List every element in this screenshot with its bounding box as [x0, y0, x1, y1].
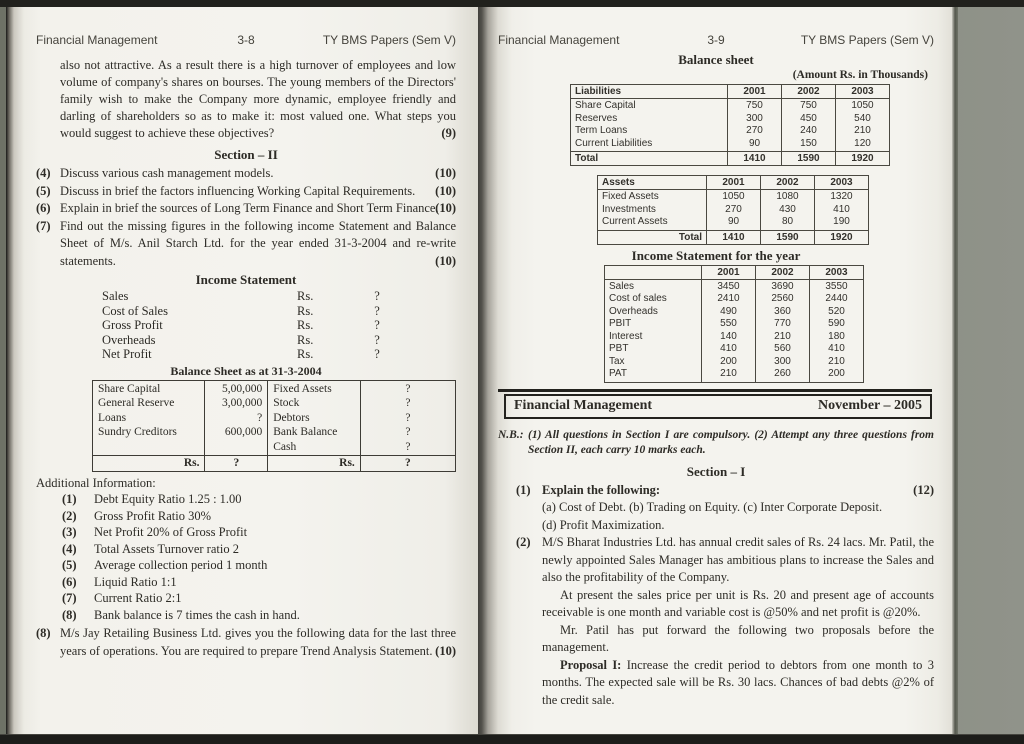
table-body-row: [93, 380, 456, 456]
cell-label: PBIT: [609, 318, 632, 329]
assets-table: [597, 175, 869, 245]
year-2001-column: [707, 190, 761, 231]
column-header: 2003: [836, 85, 890, 99]
list-item: [36, 607, 456, 624]
year-2003-column: [815, 190, 869, 231]
amount-note: (Amount Rs. in Thousands): [792, 69, 928, 81]
label-column: [571, 99, 728, 152]
column-header: 2001: [702, 265, 756, 279]
cell-label: PAT: [609, 368, 627, 379]
exam-banner: [504, 394, 932, 419]
header-book-title: Financial Management: [498, 33, 620, 47]
cell-value: 750: [746, 100, 763, 111]
cell-value: 1920: [815, 230, 869, 244]
row-label: Cost of Sales: [102, 303, 168, 318]
item-number: (8): [62, 607, 77, 622]
list-item: [36, 557, 456, 574]
cell-label: Current Liabilities: [575, 137, 653, 149]
cell-value: 210: [828, 355, 845, 367]
item-number: (5): [62, 558, 77, 572]
intro-paragraph: [60, 57, 456, 142]
label-column: [605, 279, 702, 382]
row-value: ?: [374, 303, 380, 318]
income-statement-title: Income Statement: [195, 272, 297, 287]
cell-value: 750: [800, 100, 817, 111]
proposal-paragraph: [542, 657, 934, 710]
liabilities-column: [93, 380, 205, 456]
income-statement-table: [604, 265, 864, 383]
table-body-row: [598, 190, 869, 231]
question-text: Discuss in brief the factors influencing Working Capital Requirements.: [60, 183, 416, 198]
nb-note: [498, 428, 934, 458]
column-header: 2003: [815, 176, 869, 190]
horizontal-divider: [498, 389, 932, 392]
question-4: [36, 165, 456, 183]
table-body-row: [571, 99, 890, 152]
cell-value: ?: [405, 440, 411, 453]
question-number: (6): [36, 201, 51, 215]
cell-value: 2440: [825, 293, 848, 304]
cell-value: 1590: [761, 230, 815, 244]
header-series-title: TY BMS Papers (Sem V): [322, 33, 456, 47]
table-total-row: [598, 230, 869, 244]
cell-value: 1410: [728, 152, 782, 166]
currency-label: Rs.: [297, 332, 314, 347]
currency-label: Rs.: [297, 303, 314, 318]
currency-label: Rs.: [297, 289, 314, 303]
list-item: [36, 541, 456, 558]
cell-value: 5,00,000: [221, 382, 263, 395]
cell-value: 410: [833, 203, 850, 215]
column-header: 2001: [728, 85, 782, 99]
cell-value: 1590: [782, 152, 836, 166]
cell-label: PBT: [609, 343, 629, 354]
page-left-content: [6, 7, 478, 735]
question-number: (8): [36, 626, 51, 640]
cell-value: ?: [205, 456, 268, 472]
cell-label: Current Assets: [602, 216, 668, 227]
question-2: [516, 534, 934, 709]
row-label: Overheads: [102, 332, 156, 347]
intro-text: also not attractive. As a result there is a high turnover of employees and low volume of company's shares on bourses. The young members of the Directors' family wish to make the Company more dynamic, employee friendly and darling of shareholders so as to make it: most valued one. What steps you would suggest to achieve these objectives?: [60, 58, 456, 140]
cell-label: Cash: [273, 440, 297, 453]
assets-column: [268, 380, 361, 456]
item-text: Gross Profit Ratio 30%: [94, 508, 212, 523]
cell-value: 1050: [851, 100, 874, 111]
cell-value: 1080: [776, 191, 799, 202]
cell-value: 560: [774, 343, 791, 354]
exam-subject: Financial Management: [514, 397, 653, 413]
question-paragraph: At present the sales price per unit is Rs. 20 and present age of accounts receivable is one month and variable cost is @50% and net profit is @20%.: [542, 587, 934, 619]
cell-value: ?: [405, 397, 411, 409]
balance-sheet-table: [92, 380, 456, 473]
question-6: [36, 200, 456, 218]
table-body-row: [605, 279, 864, 382]
year-2002-column: [782, 99, 836, 152]
cell-label: Overheads: [609, 305, 658, 317]
cell-label: Rs.: [268, 456, 361, 472]
row-label: Sales: [102, 289, 129, 303]
cell-value: 260: [774, 368, 791, 379]
row-value: ?: [374, 332, 380, 347]
cell-value: 360: [774, 305, 791, 317]
list-item: [36, 524, 456, 541]
cell-value: 1050: [722, 191, 745, 202]
table-header-row: [571, 85, 890, 99]
item-text: Net Profit 20% of Gross Profit: [94, 525, 248, 539]
cell-value: 210: [854, 125, 871, 136]
cell-value: 450: [800, 112, 817, 124]
column-header: 2002: [782, 85, 836, 99]
table-footer-row: [93, 456, 456, 472]
section-title: Section – I: [686, 463, 746, 479]
book-page-edges: [952, 7, 958, 735]
cell-value: ?: [405, 411, 411, 424]
cell-label: Term Loans: [575, 125, 628, 136]
additional-info-title: Additional Information:: [36, 476, 156, 490]
cell-value: 140: [720, 330, 737, 342]
item-number: (4): [62, 541, 77, 556]
row-value: ?: [374, 289, 380, 303]
marks-label: (10): [435, 643, 456, 658]
scanner-bottom-strip: [0, 734, 1024, 744]
marks-label: (10): [435, 253, 456, 268]
item-number: (3): [62, 525, 77, 539]
proposal-label: Proposal I:: [560, 657, 622, 672]
question-subline: (d) Profit Maximization.: [542, 517, 665, 532]
list-item: [36, 590, 456, 607]
cell-label: Tax: [609, 355, 625, 367]
item-number: (6): [62, 574, 77, 589]
item-text: Current Ratio 2:1: [94, 591, 182, 605]
cell-label: Bank Balance: [273, 426, 338, 438]
cell-value: 540: [854, 112, 871, 124]
income-statement-row: [102, 304, 456, 319]
item-text: Debt Equity Ratio 1.25 : 1.00: [94, 492, 242, 506]
cell-value: 520: [828, 305, 845, 317]
cell-label: Loans: [98, 411, 127, 424]
cell-value: 3450: [717, 280, 740, 292]
cell-value: 90: [727, 216, 740, 227]
income-statement-year-title: Income Statement for the year: [631, 247, 801, 263]
cell-value: 200: [828, 368, 845, 379]
income-statement-row: [102, 318, 456, 333]
liabilities-table: [570, 84, 890, 166]
question-5: [36, 183, 456, 201]
cell-value: ?: [405, 382, 411, 395]
cell-label: Cost of sales: [609, 293, 667, 304]
balance-sheet-heading: Balance sheet: [678, 52, 754, 67]
year-2001-column: [728, 99, 782, 152]
column-header: Liabilities: [571, 85, 728, 99]
question-number: (7): [36, 218, 51, 233]
cell-value: 590: [828, 318, 845, 329]
list-item: [36, 491, 456, 508]
cell-value: 3,00,000: [221, 397, 263, 409]
question-number: (4): [36, 166, 51, 180]
cell-value: 490: [720, 305, 737, 317]
page-right-content: [478, 7, 952, 735]
income-statement-row: [102, 333, 456, 348]
column-header: 2002: [756, 265, 810, 279]
cell-value: ?: [405, 426, 411, 438]
question-number: (1): [516, 482, 531, 497]
table-header-row: [598, 176, 869, 190]
question-text: Explain in brief the sources of Long Term Finance and Short Term Finance.: [60, 201, 439, 215]
marks-label: (9): [441, 126, 456, 140]
cell-label: Fixed Assets: [602, 191, 659, 202]
assets-amounts-column: [360, 380, 455, 456]
question-7: [36, 218, 456, 271]
page-left: [6, 7, 478, 735]
marks-label: (10): [435, 166, 456, 180]
cell-value: [210, 440, 262, 455]
cell-value: 270: [725, 203, 742, 215]
cell-label: Fixed Assets: [273, 382, 332, 395]
question-1: [516, 482, 934, 535]
table-header-row: [605, 265, 864, 279]
cell-value: 1920: [836, 152, 890, 166]
item-text: Average collection period 1 month: [94, 558, 268, 572]
page-right: [478, 7, 952, 735]
cell-value: 90: [748, 137, 761, 149]
item-text: Bank balance is 7 times the cash in hand.: [94, 607, 300, 622]
row-label: Gross Profit: [102, 318, 163, 332]
question-text: Explain the following:: [542, 482, 661, 497]
cell-value: 600,000: [224, 426, 263, 438]
nb-label: N.B.:: [498, 428, 524, 441]
question-subline: (a) Cost of Debt. (b) Trading on Equity. (c) Inter Corporate Deposit.: [542, 500, 883, 514]
year-2001-column: [702, 279, 756, 382]
column-header: 2003: [810, 265, 864, 279]
cell-value: 210: [720, 368, 737, 379]
cell-label: Total: [571, 152, 728, 166]
marks-label: (12): [913, 482, 934, 497]
cell-label: Share Capital: [98, 382, 161, 395]
marks-label: (10): [435, 183, 456, 198]
cell-label: Total: [598, 230, 707, 244]
header-series-title: TY BMS Papers (Sem V): [800, 33, 934, 47]
cell-label: Rs.: [93, 456, 205, 472]
cell-label: Share Capital: [575, 100, 636, 111]
cell-label: Sales: [609, 280, 635, 292]
cell-value: ?: [257, 411, 263, 424]
income-statement-row: [102, 289, 456, 304]
cell-label: Interest: [609, 330, 643, 342]
cell-value: 210: [774, 330, 791, 342]
cell-value: 410: [720, 343, 737, 354]
year-2003-column: [810, 279, 864, 382]
column-header: Assets: [598, 176, 707, 190]
question-paragraph: M/S Bharat Industries Ltd. has annual credit sales of Rs. 24 lacs. Mr. Patil, the newly appointed Sales Manager has ambitious plans to increase the Sales and also the profitability of the Company.: [542, 535, 934, 584]
cell-value: 120: [854, 137, 871, 149]
cell-label: Sundry Creditors: [98, 426, 177, 438]
exam-date: November – 2005: [818, 397, 922, 413]
cell-value: 270: [746, 125, 763, 136]
year-2002-column: [756, 279, 810, 382]
page-header: [498, 33, 934, 47]
question-text: Find out the missing figures in the following income Statement and Balance Sheet of M/s. Anil Starch Ltd. for the year ended 31-3-2004 and re-write statements.: [60, 218, 456, 268]
cell-value: 240: [800, 125, 817, 136]
cell-label: General Reserve: [98, 397, 175, 409]
row-value: ?: [374, 347, 380, 361]
balance-sheet-title: Balance Sheet as at 31-3-2004: [170, 363, 322, 378]
item-text: Total Assets Turnover ratio 2: [94, 541, 239, 556]
question-paragraph: Mr. Patil has put forward the following two proposals before the management.: [542, 622, 934, 654]
cell-value: 2410: [717, 293, 740, 304]
cell-value: 550: [720, 318, 737, 329]
cell-value: 1410: [707, 230, 761, 244]
question-text: M/s Jay Retailing Business Ltd. gives you the following data for the last three years of operations. You are required to prepare Trend Analysis Statement.: [60, 626, 456, 658]
cell-value: 410: [828, 343, 845, 354]
cell-value: 200: [720, 355, 737, 367]
cell-label: Stock: [273, 397, 300, 409]
nb-text: (1) All questions in Section I are compulsory. (2) Attempt any three questions from Section II, each carry 10 marks each.: [528, 428, 934, 456]
question-number: (5): [36, 183, 51, 198]
list-item: [36, 508, 456, 525]
cell-label: Debtors: [273, 411, 310, 424]
currency-label: Rs.: [297, 318, 314, 332]
item-number: (1): [62, 492, 77, 506]
header-page-number: 3-9: [707, 33, 725, 47]
list-item: [36, 574, 456, 591]
cell-value: 150: [800, 137, 817, 149]
year-2002-column: [761, 190, 815, 231]
row-value: ?: [374, 318, 380, 332]
column-header: [605, 265, 702, 279]
section-title: Section – II: [214, 147, 278, 162]
column-header: 2001: [707, 176, 761, 190]
label-column: [598, 190, 707, 231]
cell-value: 3550: [825, 280, 848, 292]
cell-value: 2560: [771, 293, 794, 304]
row-label: Net Profit: [102, 347, 152, 361]
item-number: (2): [62, 508, 77, 523]
year-2003-column: [836, 99, 890, 152]
question-number: (2): [516, 535, 531, 549]
cell-value: 1320: [830, 191, 853, 202]
scanner-top-strip: [0, 0, 1024, 7]
cell-value: 180: [828, 330, 845, 342]
income-statement-row: [102, 347, 456, 362]
cell-label: Reserves: [575, 112, 618, 124]
cell-value: 770: [774, 318, 791, 329]
header-book-title: Financial Management: [36, 33, 158, 47]
table-total-row: [571, 152, 890, 166]
currency-label: Rs.: [297, 347, 314, 361]
header-page-number: 3-8: [237, 33, 255, 47]
proposal-text: Increase the credit period to debtors from one month to 3 months. The expected sale will be Rs. 30 lacs. Chances of bad debts @2% of the credit sale.: [542, 657, 935, 707]
question-text: Discuss various cash management models.: [60, 166, 274, 180]
liabilities-amounts-column: [205, 380, 268, 456]
cell-value: 190: [833, 216, 850, 227]
cell-label: [98, 440, 199, 455]
cell-value: 80: [781, 216, 794, 227]
cell-value: ?: [360, 456, 455, 472]
cell-value: 3690: [771, 280, 794, 292]
cell-value: 430: [779, 203, 796, 215]
item-text: Liquid Ratio 1:1: [94, 574, 177, 589]
marks-label: (10): [435, 201, 456, 215]
cell-label: Investments: [602, 203, 656, 215]
item-number: (7): [62, 591, 77, 605]
page-header: [36, 33, 456, 47]
column-header: 2002: [761, 176, 815, 190]
cell-value: 300: [774, 355, 791, 367]
cell-value: 300: [746, 112, 763, 124]
question-8: [36, 625, 456, 660]
